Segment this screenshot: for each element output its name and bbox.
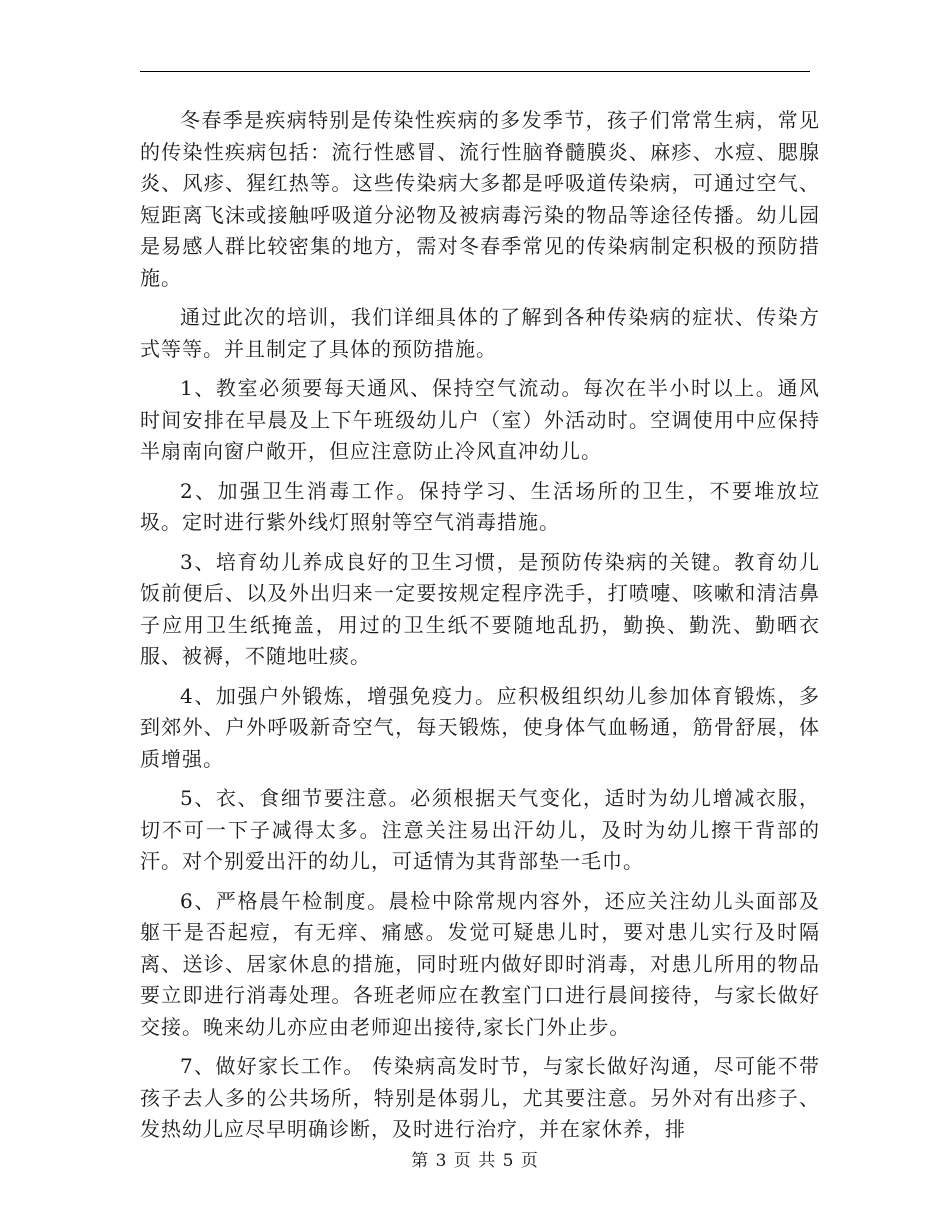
paragraph-item-3: 3、培育幼儿养成良好的卫生习惯，是预防传染病的关键。教育幼儿饭前便后、以及外出归来一定要按规定程序洗手，打喷嚏、咳嗽和清洁鼻子应用卫生纸掩盖，用过的卫生纸不要随地乱扔，勤换、勤洗、勤晒衣服、被褥，不随地吐痰。 (140, 549, 820, 668)
header-rule (140, 71, 810, 72)
page-footer: 第 3 页 共 5 页 (411, 1151, 539, 1171)
paragraph-training: 通过此次的培训，我们详细具体的了解到各种传染病的症状、传染方式等等。并且制定了具体的预防措施。 (140, 305, 820, 361)
document-body (140, 105, 820, 1154)
paragraph-item-4: 4、加强户外锻炼，增强免疫力。应积极组织幼儿参加体育锻炼，多到郊外、户外呼吸新奇空气，每天锻炼，使身体气血畅通，筋骨舒展，体质增强。 (140, 683, 820, 771)
paragraph-item-1: 1、教室必须要每天通风、保持空气流动。每次在半小时以上。通风时间安排在早晨及上下午班级幼儿户（室）外活动时。空调使用中应保持半扇南向窗户敞开，但应注意防止冷风直冲幼儿。 (140, 376, 820, 463)
paragraph-item-6: 6、严格晨午检制度。晨检中除常规内容外，还应关注幼儿头面部及躯干是否起痘，有无痒、痛感。发觉可疑患儿时，要对患儿实行及时隔离、送诊、居家休息的措施，同时班内做好即时消毒，对患儿所用的物品要立即进行消毒处理。各班老师应在教室门口进行晨间接待，与家长做好交接。晚来幼儿亦应由老师迎出接待,家长门外止步。 (140, 888, 820, 1039)
paragraph-item-5: 5、衣、食细节要注意。必须根据天气变化，适时为幼儿增减衣服，切不可一下子减得太多。注意关注易出汗幼儿，及时为幼儿擦干背部的汗。对个别爱出汗的幼儿，可适情为其背部垫一毛巾。 (140, 786, 820, 873)
paragraph-item-2: 2、加强卫生消毒工作。保持学习、生活场所的卫生，不要堆放垃圾。定时进行紫外线灯照射等空气消毒措施。 (140, 478, 820, 534)
paragraph-intro: 冬春季是疾病特别是传染性疾病的多发季节，孩子们常常生病，常见的传染性疾病包括：流行性感冒、流行性脑脊髓膜炎、麻疹、水痘、腮腺炎、风疹、猩红热等。这些传染病大多都是呼吸道传染病，可通过空气、短距离飞沫或接触呼吸道分泌物及被病毒污染的物品等途径传播。幼儿园是易感人群比较密集的地方，需对冬春季常见的传染病制定积极的预防措施。 (140, 108, 820, 290)
paragraph-item-7: 7、做好家长工作。 传染病高发时节，与家长做好沟通，尽可能不带孩子去人多的公共场所，特别是体弱儿，尤其要注意。另外对有出疹子、发热幼儿应尽早明确诊断，及时进行治疗，并在家休养，排 (140, 1054, 820, 1141)
